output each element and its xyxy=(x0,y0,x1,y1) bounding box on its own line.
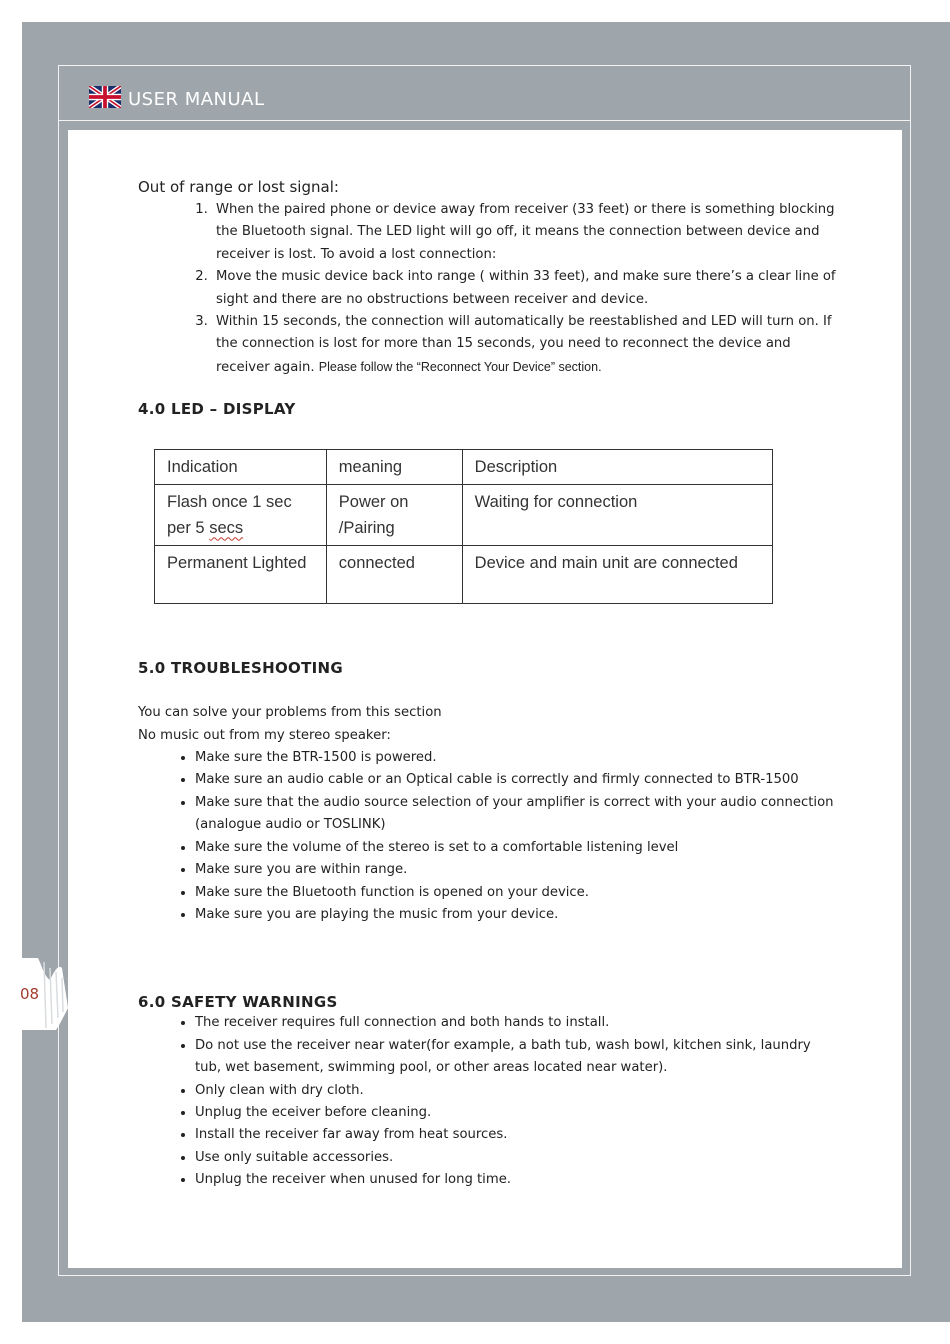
column-header-indication: Indication xyxy=(155,450,327,485)
cell-line: per 5 xyxy=(167,519,210,538)
safety-warnings-heading: 6.0 SAFETY WARNINGS xyxy=(138,993,338,1012)
table-header-row xyxy=(155,450,773,485)
cell-line: /Pairing xyxy=(338,519,395,538)
header-divider xyxy=(58,120,911,121)
list-item: • Use only suitable accessories. xyxy=(195,1147,838,1169)
column-header-description: Description xyxy=(462,450,772,485)
led-display-heading: 4.0 LED – DISPLAY xyxy=(138,400,296,419)
list-item: • Install the receiver far away from heat sources. xyxy=(195,1124,838,1146)
list-item: • Make sure the BTR-1500 is powered. xyxy=(195,747,838,769)
list-item: • Unplug the eceiver before cleaning. xyxy=(195,1102,838,1124)
step-text: Move the music device back into range ( within 33 feet), and make sure there’s a clear line of sight and there are no obstructions between receiver and device. xyxy=(216,269,836,307)
table-cell: Device and main unit are connected xyxy=(462,546,772,604)
list-item: • Make sure that the audio source selection of your amplifier is correct with your audio connection (analogue audio or TOSLINK) xyxy=(195,792,838,837)
troubleshooting-heading: 5.0 TROUBLESHOOTING xyxy=(138,659,343,678)
step-note: Please follow the “Reconnect Your Device” section. xyxy=(318,359,602,374)
table-cell: Permanent Lighted xyxy=(155,546,327,604)
list-item: • Unplug the receiver when unused for long time. xyxy=(195,1169,838,1191)
out-of-range-steps xyxy=(138,199,838,379)
list-item: • Make sure the Bluetooth function is opened on your device. xyxy=(195,882,838,904)
out-of-range-heading: Out of range or lost signal: xyxy=(138,178,339,196)
table-cell xyxy=(155,485,327,546)
cell-line: Flash once 1 sec xyxy=(167,493,292,512)
cell-line: secs xyxy=(209,519,244,538)
table-cell: connected xyxy=(326,546,462,604)
list-item: • Only clean with dry cloth. xyxy=(195,1080,838,1102)
list-item: • Make sure you are within range. xyxy=(195,859,838,881)
cell-line: Power on xyxy=(338,493,409,512)
uk-flag-icon xyxy=(89,86,121,108)
table-cell: Waiting for connection xyxy=(462,485,772,546)
list-item: • Make sure the volume of the stereo is set to a comfortable listening level xyxy=(195,837,838,859)
column-header-meaning: meaning xyxy=(326,450,462,485)
table-row xyxy=(155,546,773,604)
list-item xyxy=(212,199,838,266)
list-item: • The receiver requires full connection and both hands to install. xyxy=(195,1012,838,1034)
manual-content xyxy=(138,177,838,1192)
troubleshooting-intro: You can solve your problems from this section xyxy=(138,705,442,721)
step-text: Within 15 seconds, the connection will automatically be reestablished and LED will turn on. If the connection is lost for more than 15 seconds, you need to reconnect the device and receiver again. xyxy=(216,314,832,375)
page-number: 08 xyxy=(20,985,40,1003)
list-item: • Make sure you are playing the music from your device. xyxy=(195,904,838,926)
troubleshooting-subheading: No music out from my stereo speaker: xyxy=(138,727,391,743)
troubleshooting-list xyxy=(138,747,838,926)
list-item: • Make sure an audio cable or an Optical cable is correctly and firmly connected to BTR-1500 xyxy=(195,769,838,791)
step-text: When the paired phone or device away from receiver (33 feet) or there is something blocking the Bluetooth signal. The LED light will go off, it means the connection between device and receiver is lost. To avoid a lost connection: xyxy=(216,202,835,262)
list-item: • Do not use the receiver near water(for example, a bath tub, wash bowl, kitchen sink, laundry tub, wet basement, swimming pool, or other areas located near water). xyxy=(195,1035,838,1080)
list-item xyxy=(212,266,838,311)
table-row xyxy=(155,485,773,546)
led-table xyxy=(154,449,773,604)
list-item xyxy=(212,311,838,379)
safety-list xyxy=(138,1012,838,1191)
table-cell xyxy=(326,485,462,546)
header-title: USER MANUAL xyxy=(128,89,265,110)
